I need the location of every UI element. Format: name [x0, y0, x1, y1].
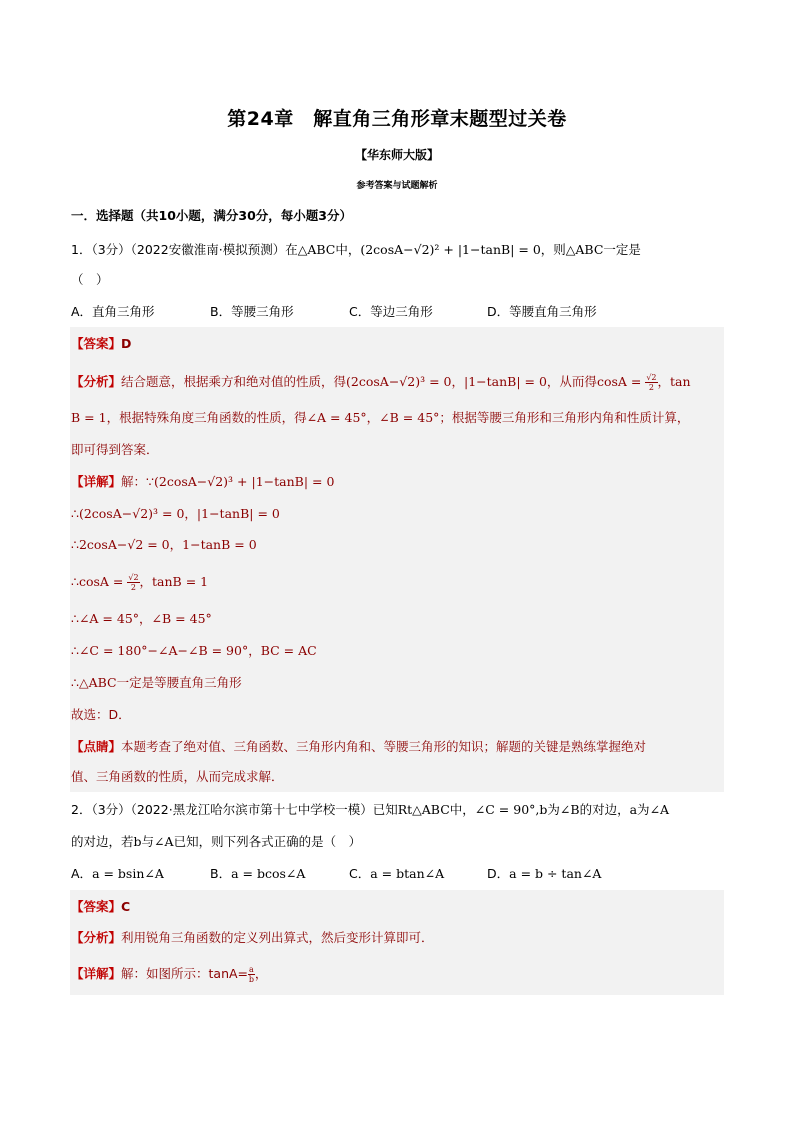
q2-option-a: A．a = bsin∠A: [71, 866, 164, 881]
q2-answer: 【答案】C: [71, 899, 131, 914]
q1-option-c: C．等边三角形: [349, 304, 433, 319]
q1-point-line1: 【点睛】本题考查了绝对值、三角函数、三角形内角和、等腰三角形的知识；解题的关键是熟练掌握绝对: [71, 739, 647, 754]
q1-analysis-fraction: $\frac{√2}{2}$: [646, 373, 657, 392]
q2-option-c: C．a = btan∠A: [349, 866, 445, 881]
q1-option-b: B．等腰三角形: [210, 304, 294, 319]
q1-detail-fraction: $\frac{√2}{2}$: [128, 573, 139, 592]
q1-stem-line2: （ ）: [71, 272, 109, 287]
q1-point-line2: 值、三角函数的性质，从而完成求解．: [71, 769, 284, 784]
q2-option-d: D．a = b ÷ tan∠A: [487, 866, 602, 881]
section-heading: 一．选择题（共10小题，满分30分，每小题3分）: [71, 208, 352, 223]
q1-analysis-line2: B = 1，根据特殊角度三角函数的性质，得∠A = 45°，∠B = 45°；根据等腰三角形和三角形内角和性质计算，: [71, 410, 690, 425]
q1-detail-line1: 【详解】解：∵(2cosA−√2)³ + |1−tanB| = 0: [71, 474, 335, 489]
q1-detail-line2: ∴(2cosA−√2)³ = 0，|1−tanB| = 0: [71, 506, 280, 521]
q2-analysis: 【分析】利用锐角三角函数的定义列出算式，然后变形计算即可．: [71, 930, 434, 945]
answer-subtitle: 参考答案与试题解析: [356, 181, 438, 191]
q1-detail-line8: 故选：D．: [71, 707, 131, 722]
q1-detail-line7: ∴△ABC一定是等腰直角三角形: [71, 675, 242, 690]
q1-detail-line3: ∴2cosA−√2 = 0，1−tanB = 0: [71, 537, 257, 552]
q1-answer: 【答案】D: [71, 336, 132, 351]
q2-detail: 【详解】解：如图所示：tanA= $\frac{a}{b}$ ，: [71, 965, 268, 984]
q1-detail-line6: ∴∠C = 180°−∠A−∠B = 90°，BC = AC: [71, 643, 317, 658]
q2-stem-line1: 2．（3分）（2022·黑龙江哈尔滨市第十七中学校一模）已知Rt△ABC中，∠C = 90°,b为∠B的对边，a为∠A: [71, 802, 670, 817]
q2-option-b: B．a = bcos∠A: [210, 866, 306, 881]
q2-stem-line2: 的对边，若b与∠A已知，则下列各式正确的是（ ）: [71, 834, 362, 849]
edition-label: 【华东师大版】: [354, 148, 439, 162]
q1-analysis-line1: 【分析】结合题意，根据乘方和绝对值的性质，得(2cosA−√2)³ = 0，|1−tanB| = 0，从而得cosA = $\frac{√2}{2}$ ，tan: [71, 373, 691, 392]
q1-option-a: A．直角三角形: [71, 304, 155, 319]
q1-stem-line1: 1．（3分）（2022安徽淮南·模拟预测）在△ABC中，(2cosA−√2)² + |1−tanB| = 0，则△ABC一定是: [71, 242, 641, 257]
q1-detail-line5: ∴∠A = 45°，∠B = 45°: [71, 611, 212, 626]
q1-analysis-line3: 即可得到答案．: [71, 442, 159, 457]
q1-option-d: D．等腰直角三角形: [487, 304, 597, 319]
q1-detail-line4: ∴cosA = $\frac{√2}{2}$ ，tanB = 1: [71, 573, 209, 592]
page-title: 第24章 解直角三角形章末题型过关卷: [227, 108, 567, 130]
q2-detail-fraction: $\frac{a}{b}$: [248, 965, 254, 984]
